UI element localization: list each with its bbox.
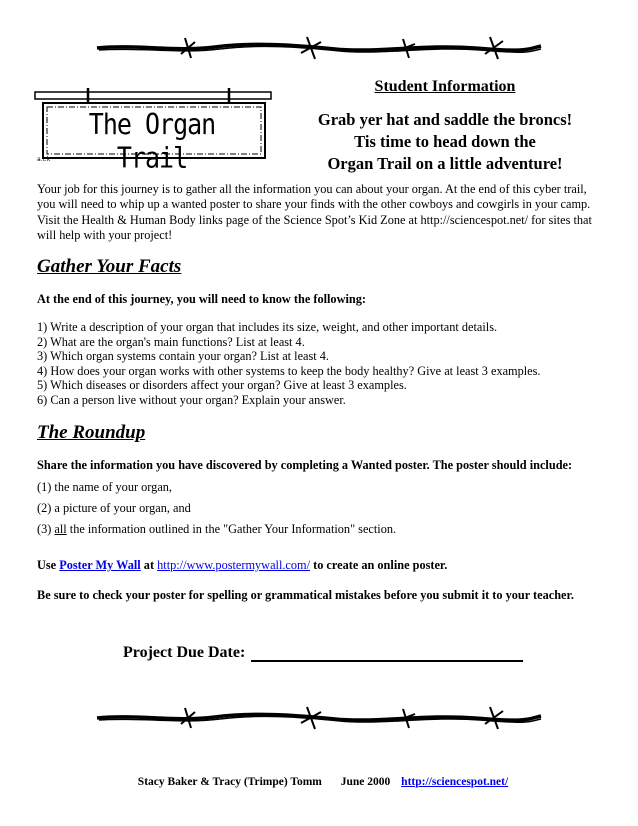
barbed-wire-bottom [95,706,543,730]
use-poster-line [37,558,447,573]
sign-small-text: a.t.k [37,156,51,163]
facts-list [37,320,603,407]
list-item: 1) Write a description of your organ that includes its size, weight, and other important details. [37,320,498,334]
list-item: 2) What are the organ's main functions? List at least 4. [37,334,305,349]
facts-lead: At the end of this journey, you will need to know the following: [37,292,366,306]
list-item: 3) Which organ systems contain your organ? List at least 4. [37,349,329,363]
student-info-heading: Student Information [374,78,516,95]
roundup-item-3-all: all [54,522,67,536]
roundup-item-2: (2) a picture of your organ, and [37,501,191,515]
poster-my-wall-link[interactable]: Poster My Wall [59,558,141,572]
tagline [300,109,590,175]
tagline-line-1: Grab yer hat and saddle the broncs! [317,110,573,129]
list-item: 6) Can a person live without your organ? Explain your answer. [37,392,346,407]
due-date-label: Project Due Date: [123,644,246,661]
barbed-wire-top [95,36,543,60]
project-due-date [123,644,523,662]
sign-title: The Organ Trail [88,107,216,175]
use-prefix: Use [37,558,60,572]
check-spelling-note: Be sure to check your poster for spelling or grammatical mistakes before you submit it to your teacher. [37,588,574,602]
use-mid: at [140,558,158,572]
list-item: 4) How does your organ works with other systems to keep the body healthy? Give at least 3 examples. [37,363,541,378]
roundup-lead: Share the information you have discovered by completing a Wanted poster. The poster should include: [37,458,573,472]
gather-facts-heading: Gather Your Facts [37,256,182,277]
list-item: 5) Which diseases or disorders affect your organ? Give at least 3 examples. [37,378,407,392]
postermywall-url-link[interactable]: http://www.postermywall.com/ [157,558,311,572]
due-date-blank[interactable] [251,644,523,662]
roundup-item-3 [37,522,396,537]
roundup-heading: The Roundup [37,422,146,443]
tagline-line-3: Organ Trail on a little adventure! [327,154,563,173]
intro-paragraph: Your job for this journey is to gather all the information you can about your organ. At the end of this cyber trail, you will need to whip up a wanted poster to share your finds with the other cowboys and cowgirls in your camp. Visit the Health & Human Body links page of the Science Spot’s Kid Zone at http://sciencespot.net/ for sites that will help with your project! [37,182,592,242]
use-suffix: to create an online poster. [310,558,448,572]
footer [0,776,638,788]
footer-url-link[interactable]: http://sciencespot.net/ [401,776,509,788]
tagline-line-2: Tis time to head down the [354,132,536,151]
roundup-item-3-prefix: (3) [37,522,55,536]
footer-authors: Stacy Baker & Tracy (Trimpe) Tomm [137,776,322,788]
roundup-item-1: (1) the name of your organ, [37,480,172,494]
footer-date: June 2000 [340,776,391,788]
roundup-item-3-rest: the information outlined in the "Gather Your Information" section. [66,522,397,536]
